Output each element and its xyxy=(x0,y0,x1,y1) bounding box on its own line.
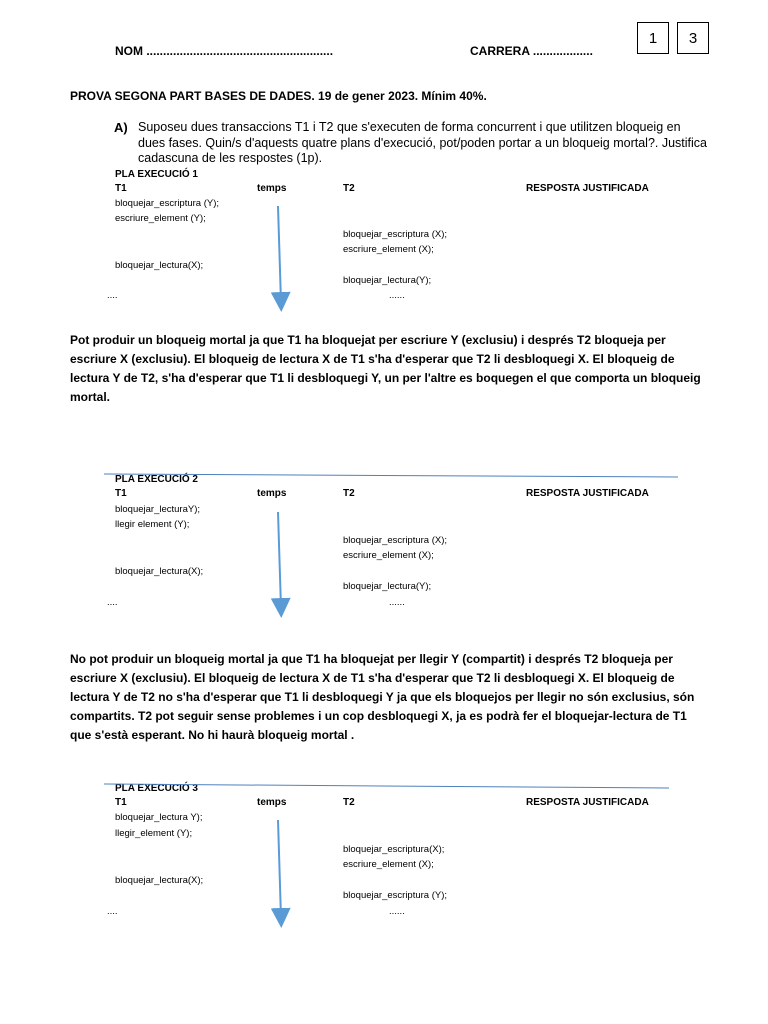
t2-step: escriure_element (X); xyxy=(343,244,434,255)
t1-step: bloquejar_lectura(X); xyxy=(115,260,204,271)
plan-title: PLA EXECUCIÓ 2 xyxy=(115,474,198,485)
t1-step: escriure_element (Y); xyxy=(115,213,206,224)
time-arrow-3 xyxy=(278,820,281,918)
col-resposta: RESPOSTA JUSTIFICADA xyxy=(526,797,649,808)
t2-step: escriure_element (X); xyxy=(343,859,434,870)
t1-ellipsis: .... xyxy=(107,906,118,917)
plan-title: PLA EXECUCIÓ 1 xyxy=(115,169,198,180)
t1-ellipsis: .... xyxy=(107,290,118,301)
col-temps: temps xyxy=(257,183,287,194)
t1-step: llegir element (Y); xyxy=(115,519,190,530)
page-box-2: 3 xyxy=(677,22,709,54)
t2-step: bloquejar_lectura(Y); xyxy=(343,275,432,286)
carrera-field: CARRERA .................. xyxy=(470,44,593,58)
t2-step: bloquejar_escriptura (X); xyxy=(343,535,448,546)
t2-step: bloquejar_escriptura (X); xyxy=(343,229,448,240)
plan-title: PLA EXECUCIÓ 3 xyxy=(115,783,198,794)
t1-ellipsis: .... xyxy=(107,597,118,608)
page-box-1: 1 xyxy=(637,22,669,54)
plan-2-answer: No pot produir un bloqueig mortal ja que T1 ha bloquejat per llegir Y (compartit) i després T2 bloqueja per escriure X (exclusiu). El bloqueig de lectura X de T1 s'ha d'esperar que T2 li desbloquegi X. El bloqueig de lectura Y de T2 no s'ha d'esperar que T1 li desbloquegi Y ja que els bloquejos per llegir no són exclusius, són compartits. T2 pot seguir sense problemes i un cop desbloquegi X, ja es podrà fer el bloquejar-lectura de T1 que s'està esperant. No hi haurà bloqueig mortal . xyxy=(70,652,695,742)
t2-step: escriure_element (X); xyxy=(343,550,434,561)
col-temps: temps xyxy=(257,797,287,808)
t2-step: bloquejar_lectura(Y); xyxy=(343,581,432,592)
col-t1: T1 xyxy=(115,183,127,194)
col-t2: T2 xyxy=(343,183,355,194)
col-t2: T2 xyxy=(343,797,355,808)
t2-ellipsis: ...... xyxy=(389,906,405,917)
t2-ellipsis: ...... xyxy=(389,290,405,301)
rule-plan-3 xyxy=(104,784,669,788)
t1-step: bloquejar_lectura(X); xyxy=(115,566,204,577)
t1-step: llegir_element (Y); xyxy=(115,828,193,839)
t1-step: bloquejar_lecturaY); xyxy=(115,504,201,515)
t2-ellipsis: ...... xyxy=(389,597,405,608)
question-label: A) xyxy=(114,120,128,135)
col-resposta: RESPOSTA JUSTIFICADA xyxy=(526,183,649,194)
exam-title: PROVA SEGONA PART BASES DE DADES. 19 de gener 2023. Mínim 40%. xyxy=(70,89,487,103)
t1-step: bloquejar_escriptura (Y); xyxy=(115,198,220,209)
t2-step: bloquejar_escriptura(X); xyxy=(343,844,445,855)
plan-1-answer: Pot produir un bloqueig mortal ja que T1 ha bloquejat per escriure Y (exclusiu) i després T2 bloqueja per escriure X (exclusiu). El bloqueig de lectura X de T1 s'ha d'esperar que T2 li desbloquegi X. El bloqueig de lectura Y de T2, s'ha d'esperar que T1 li desbloquegi Y, un per l'altre es boquegen el que comporta un bloqueig mortal. xyxy=(70,333,701,404)
col-t1: T1 xyxy=(115,488,127,499)
t2-step: bloquejar_escriptura (Y); xyxy=(343,890,448,901)
t1-step: bloquejar_lectura(X); xyxy=(115,875,204,886)
time-arrow-1 xyxy=(278,206,281,302)
nom-field: NOM ........................................................ xyxy=(115,44,334,58)
col-t1: T1 xyxy=(115,797,127,808)
time-arrow-2 xyxy=(278,512,281,608)
col-resposta: RESPOSTA JUSTIFICADA xyxy=(526,488,649,499)
t1-step: bloquejar_lectura Y); xyxy=(115,812,203,823)
question-text: Suposeu dues transaccions T1 i T2 que s'executen de forma concurrent i que utilitzen bloqueig en dues fases. Quin/s d'aquests quatre plans d'execució, pot/poden portar a un bloqueig mortal?. Justifica cadascuna de les respostes (1p). xyxy=(138,120,708,165)
rule-plan-2 xyxy=(104,474,678,477)
col-t2: T2 xyxy=(343,488,355,499)
col-temps: temps xyxy=(257,488,287,499)
